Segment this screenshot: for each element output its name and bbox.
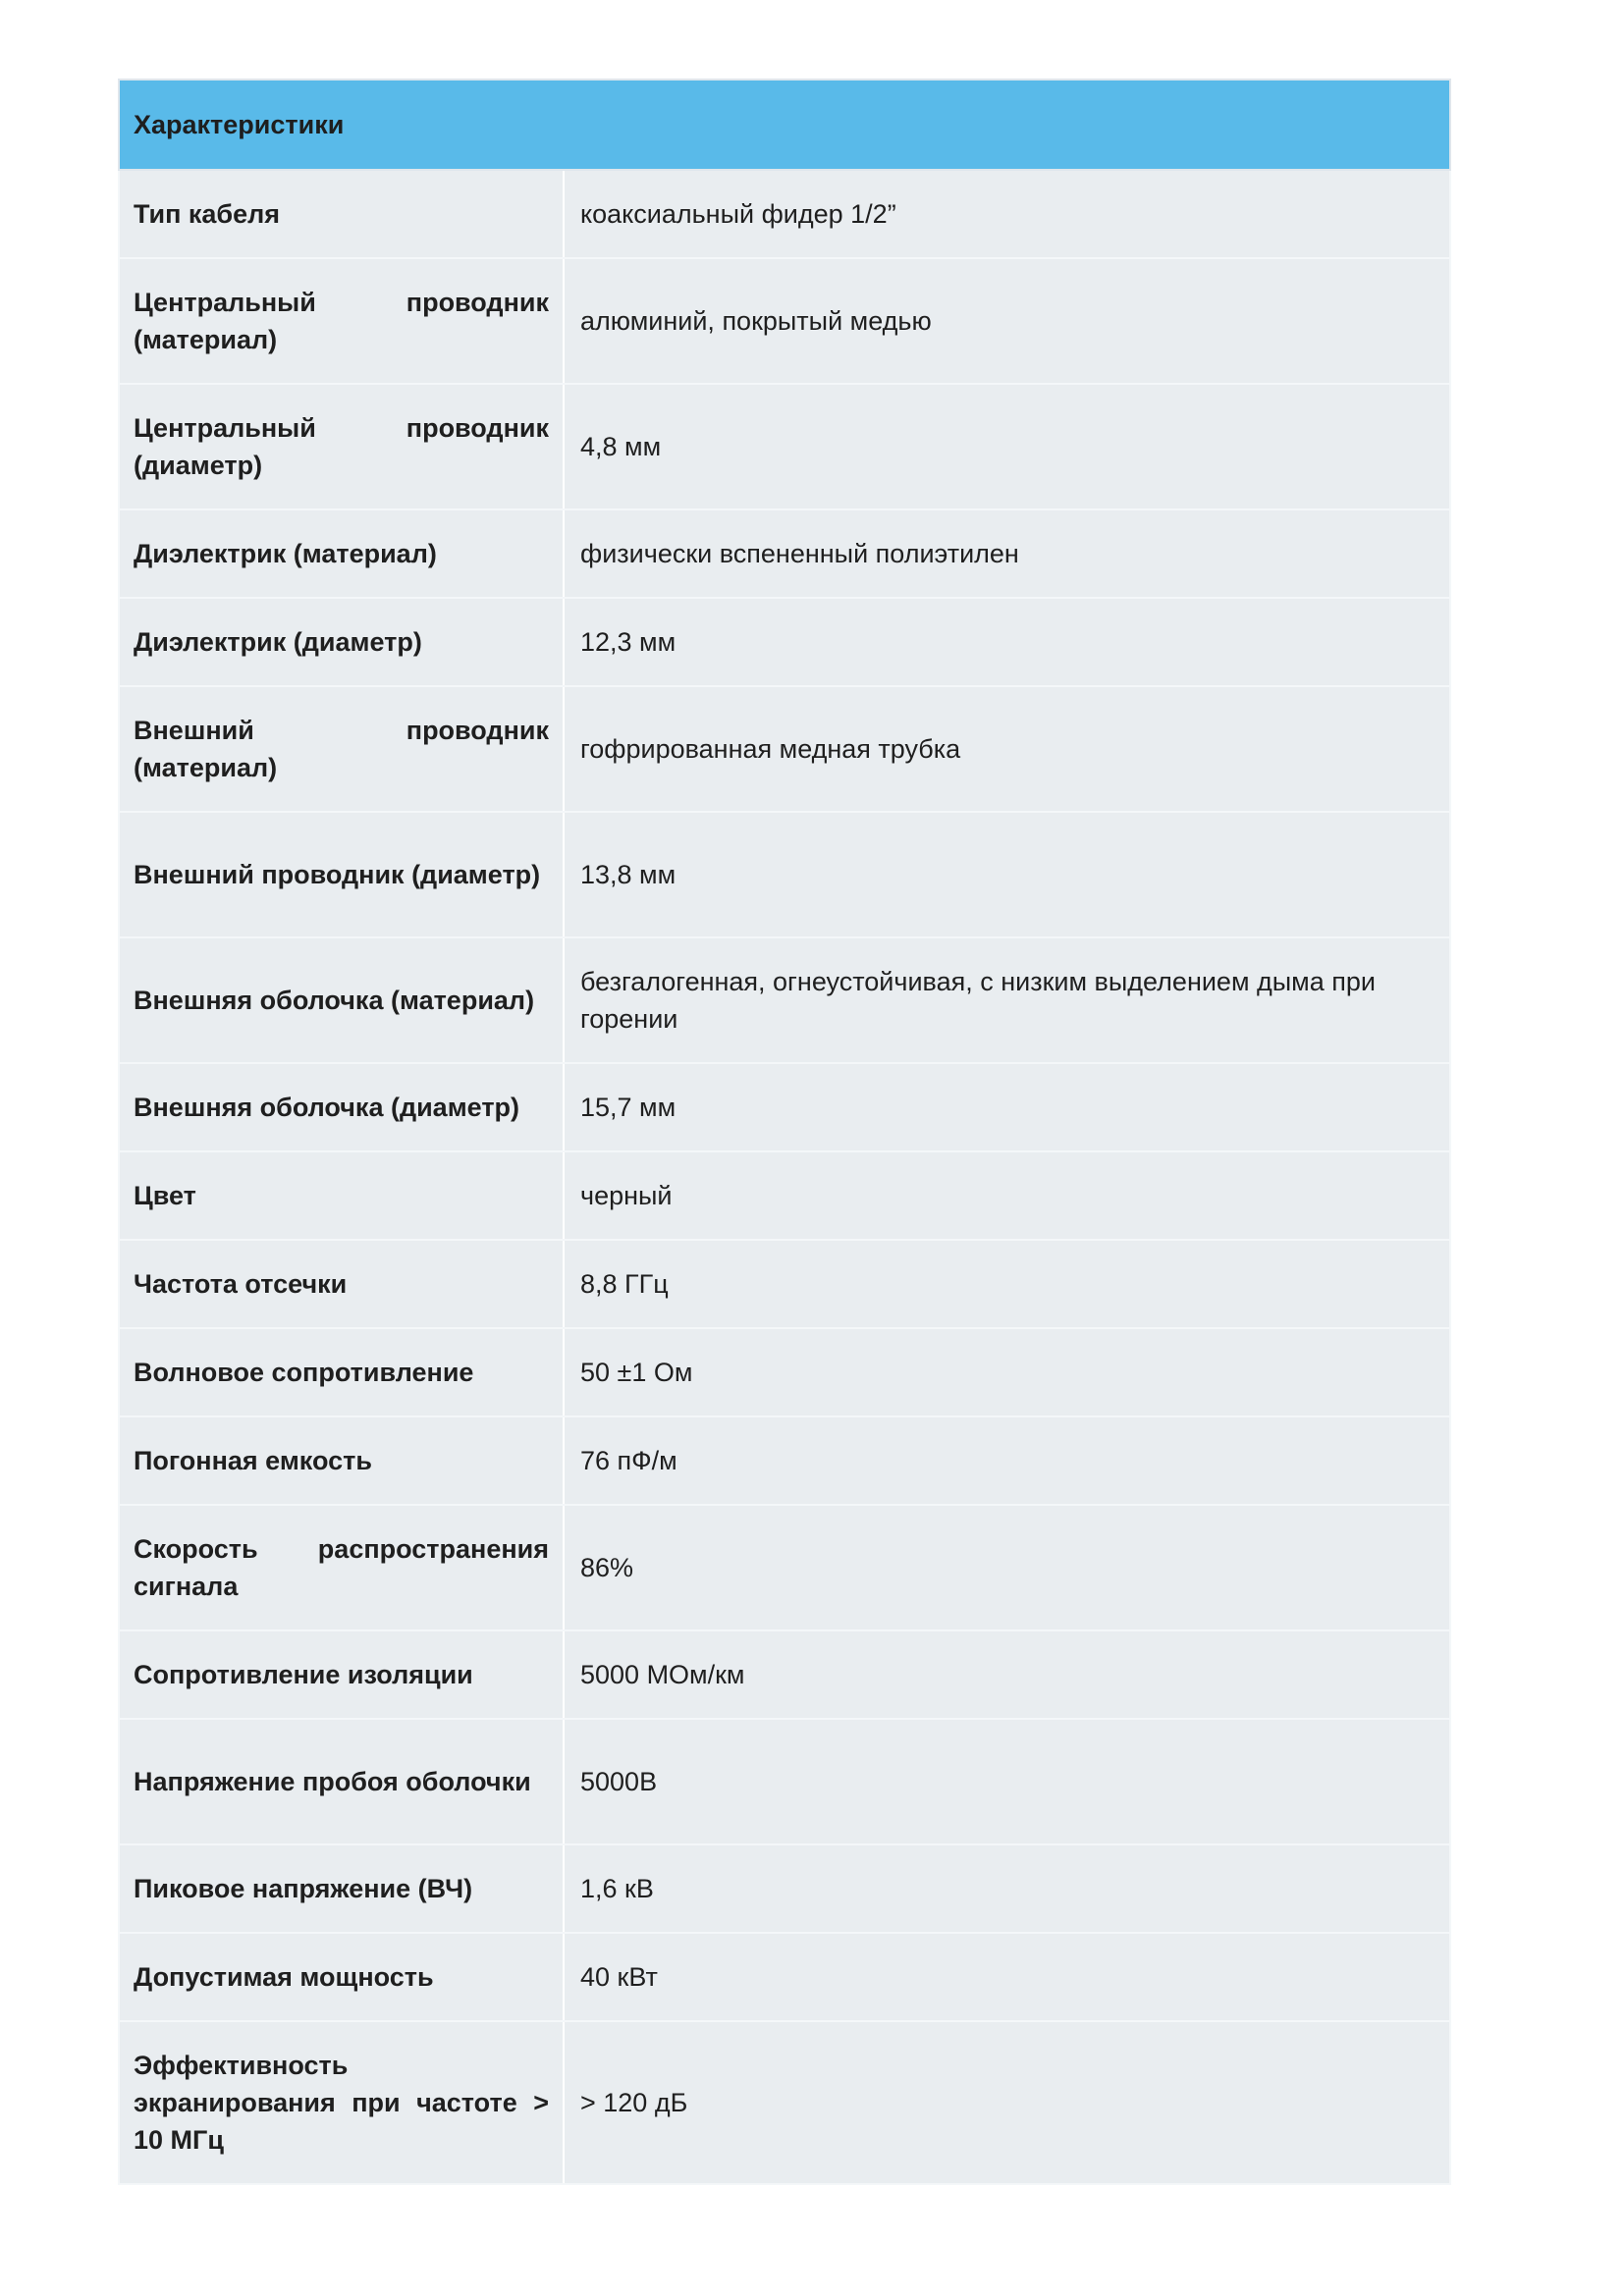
spec-label: Цвет [119, 1151, 564, 1240]
table-row [119, 1844, 1450, 1933]
table-row [119, 1328, 1450, 1416]
table-row [119, 384, 1450, 509]
spec-label: Центральный проводник (материал) [119, 258, 564, 384]
spec-label: Допустимая мощность [119, 1933, 564, 2021]
spec-label: Эффективность экранирования при частоте > 10 МГц [119, 2021, 564, 2184]
spec-label: Внешняя оболочка (материал) [119, 937, 564, 1063]
spec-label: Внешний проводник (диаметр) [119, 812, 564, 937]
spec-value: 8,8 ГГц [564, 1240, 1450, 1328]
spec-value: 12,3 мм [564, 598, 1450, 686]
spec-value: > 120 дБ [564, 2021, 1450, 2184]
spec-value: коаксиальный фидер 1/2” [564, 170, 1450, 258]
spec-label: Внешняя оболочка (диаметр) [119, 1063, 564, 1151]
spec-label: Скорость распространения сигнала [119, 1505, 564, 1630]
table-row [119, 686, 1450, 812]
table-row [119, 509, 1450, 598]
spec-value: физически вспененный полиэтилен [564, 509, 1450, 598]
spec-label: Внешний проводник (материал) [119, 686, 564, 812]
spec-table [118, 79, 1451, 2185]
table-row [119, 1505, 1450, 1630]
spec-label: Сопротивление изоляции [119, 1630, 564, 1719]
spec-value: 13,8 мм [564, 812, 1450, 937]
spec-value: 4,8 мм [564, 384, 1450, 509]
table-row [119, 1630, 1450, 1719]
table-row [119, 937, 1450, 1063]
table-row [119, 1416, 1450, 1505]
table-row [119, 1240, 1450, 1328]
spec-label: Тип кабеля [119, 170, 564, 258]
table-row [119, 1063, 1450, 1151]
table-row [119, 170, 1450, 258]
spec-value: черный [564, 1151, 1450, 1240]
spec-value: 1,6 кВ [564, 1844, 1450, 1933]
spec-label: Погонная емкость [119, 1416, 564, 1505]
spec-label: Частота отсечки [119, 1240, 564, 1328]
spec-label: Пиковое напряжение (ВЧ) [119, 1844, 564, 1933]
table-row [119, 1719, 1450, 1844]
table-header-row [119, 80, 1450, 170]
spec-value: 86% [564, 1505, 1450, 1630]
table-row [119, 2021, 1450, 2184]
spec-value: 5000В [564, 1719, 1450, 1844]
spec-label: Напряжение пробоя оболочки [119, 1719, 564, 1844]
spec-value: 50 ±1 Ом [564, 1328, 1450, 1416]
table-row [119, 258, 1450, 384]
table-row [119, 1151, 1450, 1240]
spec-label: Волновое сопротивление [119, 1328, 564, 1416]
spec-label: Диэлектрик (диаметр) [119, 598, 564, 686]
spec-value: 15,7 мм [564, 1063, 1450, 1151]
spec-value: гофрированная медная трубка [564, 686, 1450, 812]
spec-label: Диэлектрик (материал) [119, 509, 564, 598]
table-row [119, 598, 1450, 686]
spec-value: 76 пФ/м [564, 1416, 1450, 1505]
spec-value: безгалогенная, огнеустойчивая, с низким выделением дыма при горении [564, 937, 1450, 1063]
spec-value: 40 кВт [564, 1933, 1450, 2021]
table-row [119, 1933, 1450, 2021]
spec-label: Центральный проводник (диаметр) [119, 384, 564, 509]
spec-value: 5000 МОм/км [564, 1630, 1450, 1719]
table-header: Характеристики [119, 80, 1450, 170]
table-row [119, 812, 1450, 937]
spec-value: алюминий, покрытый медью [564, 258, 1450, 384]
